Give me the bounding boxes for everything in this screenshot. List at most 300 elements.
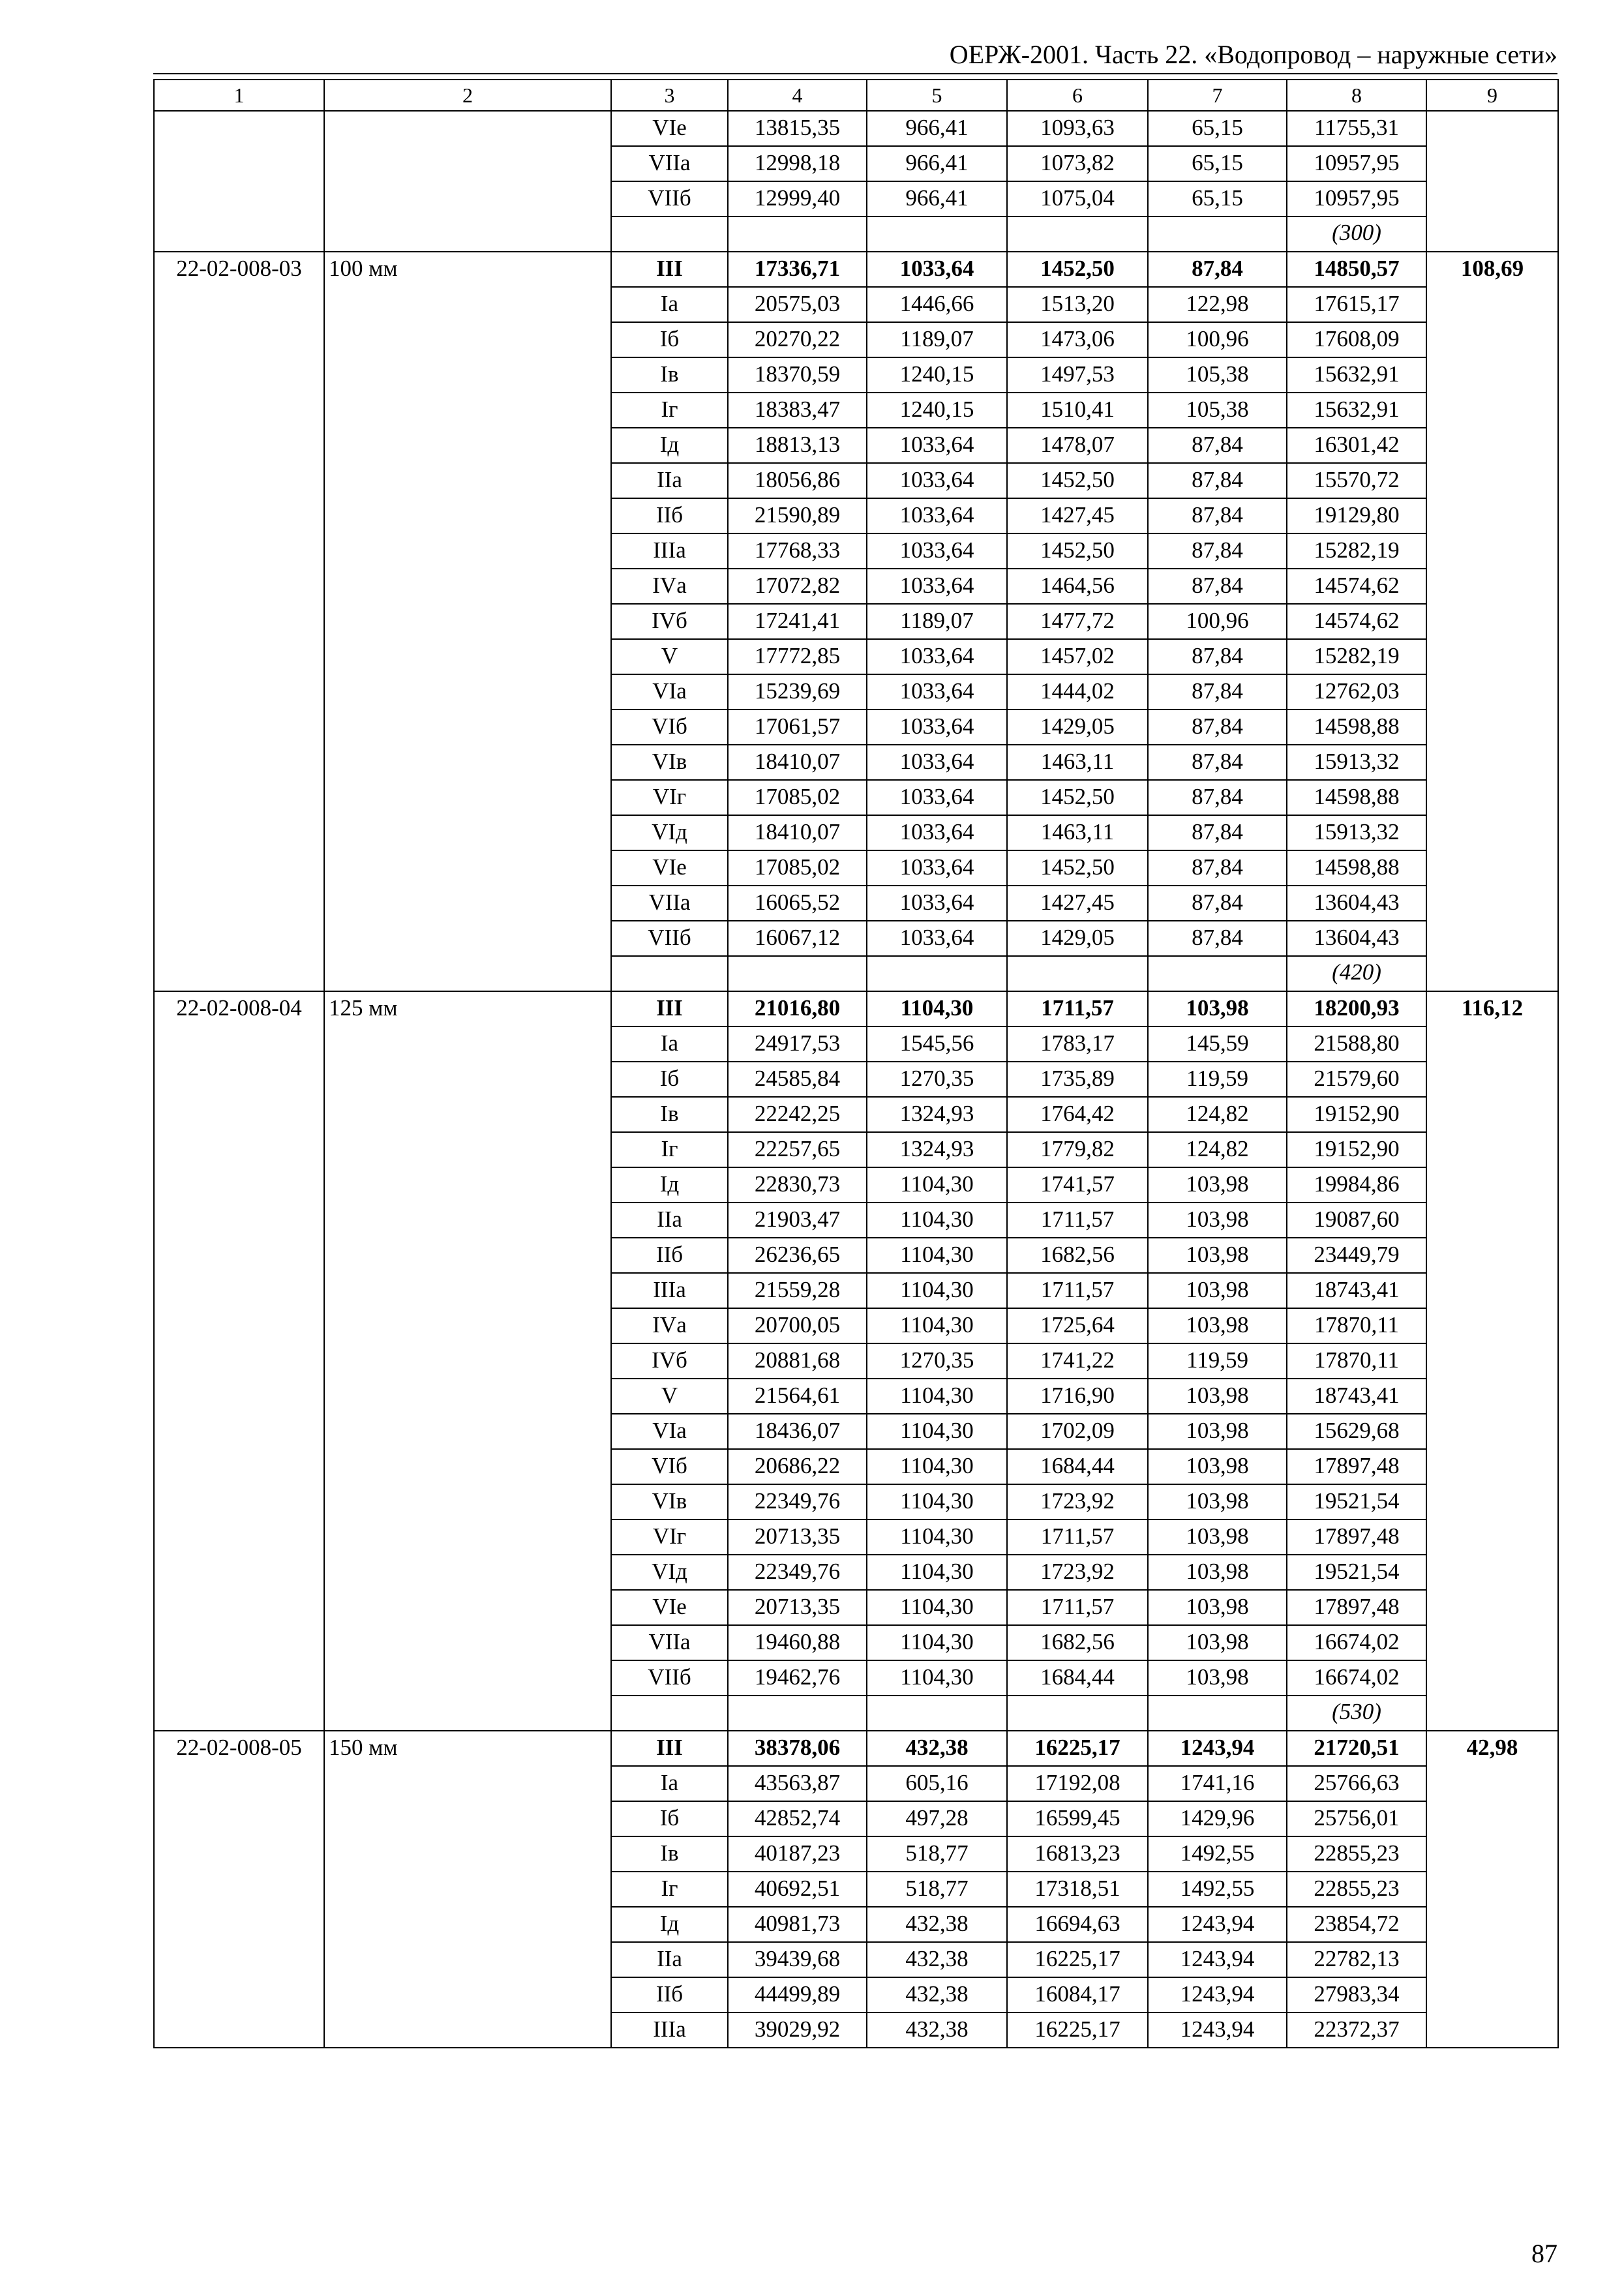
value-cell-col5: 1033,64 <box>867 745 1007 780</box>
value-cell-col4: 20686,22 <box>728 1449 867 1484</box>
value-cell-col8: 15570,72 <box>1287 463 1426 498</box>
value-cell-col7: 87,84 <box>1148 886 1287 921</box>
value-cell-col8: 10957,95 <box>1287 146 1426 181</box>
value-cell-col8: 17608,09 <box>1287 322 1426 357</box>
value-cell-col4: 18410,07 <box>728 815 867 850</box>
value-cell-col5: 497,28 <box>867 1801 1007 1836</box>
value-cell-col5: 1189,07 <box>867 322 1007 357</box>
labor-cost-value: 116,12 <box>1461 995 1524 1021</box>
value-cell-col7: 124,82 <box>1148 1097 1287 1132</box>
zone-cell: VIа <box>611 1414 728 1449</box>
value-cell-col8: 16674,02 <box>1287 1660 1426 1696</box>
zone-cell: VIв <box>611 745 728 780</box>
item-name: 150 мм <box>324 1731 611 2048</box>
value-cell-col8: 18200,93 <box>1287 991 1426 1026</box>
value-cell-col4: 21559,28 <box>728 1273 867 1308</box>
value-cell-col4: 39439,68 <box>728 1942 867 1977</box>
value-cell-col7: 103,98 <box>1148 1449 1287 1484</box>
value-cell-col5: 432,38 <box>867 1907 1007 1942</box>
value-cell-col8: 15913,32 <box>1287 815 1426 850</box>
value-cell-col6: 1452,50 <box>1007 850 1148 886</box>
item-name <box>324 111 611 252</box>
value-cell-col4: 18813,13 <box>728 428 867 463</box>
value-cell-col6: 16599,45 <box>1007 1801 1148 1836</box>
value-cell-col5: 1189,07 <box>867 604 1007 639</box>
zone-cell: VIIб <box>611 1660 728 1696</box>
zone-cell: VIIа <box>611 886 728 921</box>
value-cell-col8: 12762,03 <box>1287 674 1426 710</box>
value-cell-col5: 1104,30 <box>867 991 1007 1026</box>
value-cell-col7: 87,84 <box>1148 780 1287 815</box>
value-cell-col5: 1104,30 <box>867 1203 1007 1238</box>
value-cell-col4: 21564,61 <box>728 1379 867 1414</box>
zone-cell: IIб <box>611 498 728 533</box>
value-cell-col8: 23449,79 <box>1287 1238 1426 1273</box>
value-cell-col4: 38378,06 <box>728 1731 867 1766</box>
zone-cell: Iг <box>611 1872 728 1907</box>
item-code <box>154 111 324 252</box>
value-cell-col8: 14850,57 <box>1287 252 1426 287</box>
zone-cell: VIб <box>611 1449 728 1484</box>
value-cell-col4: 17772,85 <box>728 639 867 674</box>
value-cell-col5: 1033,64 <box>867 252 1007 287</box>
value-cell-col4: 17241,41 <box>728 604 867 639</box>
value-cell-col6: 1427,45 <box>1007 498 1148 533</box>
value-cell-col7: 100,96 <box>1148 604 1287 639</box>
item-name: 125 мм <box>324 991 611 1731</box>
zone-cell: VIIа <box>611 146 728 181</box>
empty-cell <box>867 956 1007 991</box>
zone-cell: Iг <box>611 393 728 428</box>
value-cell-col6: 16225,17 <box>1007 1731 1148 1766</box>
value-cell-col4: 12999,40 <box>728 181 867 217</box>
header-divider <box>153 73 1557 74</box>
zone-cell: IVб <box>611 1343 728 1379</box>
page-number: 87 <box>1531 2239 1557 2268</box>
column-number: 2 <box>324 80 611 111</box>
value-cell-col6: 1452,50 <box>1007 780 1148 815</box>
item-name: 100 мм <box>324 252 611 991</box>
value-cell-col7: 103,98 <box>1148 1238 1287 1273</box>
zone-cell: Iб <box>611 1062 728 1097</box>
value-cell-col5: 1033,64 <box>867 850 1007 886</box>
column-number: 7 <box>1148 80 1287 111</box>
value-cell-col5: 432,38 <box>867 1731 1007 1766</box>
empty-cell <box>728 1696 867 1731</box>
value-cell-col7: 65,15 <box>1148 146 1287 181</box>
item-code: 22-02-008-03 <box>154 252 324 991</box>
zone-cell: VIIб <box>611 181 728 217</box>
value-cell-col7: 87,84 <box>1148 745 1287 780</box>
value-cell-col6: 1711,57 <box>1007 1519 1148 1555</box>
material-qty-cell <box>1287 956 1426 991</box>
value-cell-col4: 39029,92 <box>728 2012 867 2048</box>
value-cell-col6: 16813,23 <box>1007 1836 1148 1872</box>
zone-cell: V <box>611 639 728 674</box>
value-cell-col6: 1473,06 <box>1007 322 1148 357</box>
zone-cell: Iв <box>611 357 728 393</box>
value-cell-col5: 1104,30 <box>867 1590 1007 1625</box>
value-cell-col7: 1243,94 <box>1148 1977 1287 2012</box>
value-cell-col6: 1093,63 <box>1007 111 1148 146</box>
value-cell-col5: 1104,30 <box>867 1167 1007 1203</box>
value-cell-col8: 25766,63 <box>1287 1766 1426 1801</box>
value-cell-col8: 19152,90 <box>1287 1132 1426 1167</box>
zone-cell: VIа <box>611 674 728 710</box>
empty-cell <box>1148 956 1287 991</box>
value-cell-col8: 17870,11 <box>1287 1343 1426 1379</box>
value-cell-col8: 10957,95 <box>1287 181 1426 217</box>
value-cell-col4: 17768,33 <box>728 533 867 569</box>
value-cell-col5: 1104,30 <box>867 1449 1007 1484</box>
zone-cell: VIд <box>611 815 728 850</box>
value-cell-col6: 1741,22 <box>1007 1343 1148 1379</box>
value-cell-col8: 25756,01 <box>1287 1801 1426 1836</box>
value-cell-col5: 966,41 <box>867 181 1007 217</box>
value-cell-col7: 103,98 <box>1148 1414 1287 1449</box>
value-cell-col6: 1682,56 <box>1007 1238 1148 1273</box>
value-cell-col4: 19460,88 <box>728 1625 867 1660</box>
value-cell-col4: 20700,05 <box>728 1308 867 1343</box>
column-number: 5 <box>867 80 1007 111</box>
value-cell-col7: 119,59 <box>1148 1343 1287 1379</box>
value-cell-col7: 1243,94 <box>1148 1907 1287 1942</box>
value-cell-col6: 1684,44 <box>1007 1660 1148 1696</box>
empty-cell <box>611 217 728 252</box>
value-cell-col4: 24917,53 <box>728 1026 867 1062</box>
value-cell-col5: 1240,15 <box>867 393 1007 428</box>
value-cell-col4: 17085,02 <box>728 780 867 815</box>
value-cell-col6: 1463,11 <box>1007 815 1148 850</box>
value-cell-col8: 17897,48 <box>1287 1590 1426 1625</box>
value-cell-col6: 1716,90 <box>1007 1379 1148 1414</box>
value-cell-col6: 1682,56 <box>1007 1625 1148 1660</box>
value-cell-col4: 15239,69 <box>728 674 867 710</box>
material-quantity: (420) <box>1332 959 1381 985</box>
value-cell-col6: 1684,44 <box>1007 1449 1148 1484</box>
zone-cell: VIг <box>611 1519 728 1555</box>
value-cell-col5: 1033,64 <box>867 428 1007 463</box>
value-cell-col6: 1741,57 <box>1007 1167 1148 1203</box>
value-cell-col8: 18743,41 <box>1287 1379 1426 1414</box>
value-cell-col8: 21720,51 <box>1287 1731 1426 1766</box>
zone-cell: VIIа <box>611 1625 728 1660</box>
value-cell-col6: 1723,92 <box>1007 1484 1148 1519</box>
value-cell-col5: 1033,64 <box>867 780 1007 815</box>
value-cell-col6: 1463,11 <box>1007 745 1148 780</box>
value-cell-col6: 1513,20 <box>1007 287 1148 322</box>
zone-cell: IVа <box>611 569 728 604</box>
zone-cell: Iд <box>611 1167 728 1203</box>
zone-cell: IVа <box>611 1308 728 1343</box>
zone-cell: Iб <box>611 322 728 357</box>
value-cell-col4: 22257,65 <box>728 1132 867 1167</box>
value-cell-col4: 40981,73 <box>728 1907 867 1942</box>
value-cell-col8: 22372,37 <box>1287 2012 1426 2048</box>
labor-cost-cell <box>1426 1731 1558 2048</box>
value-cell-col4: 26236,65 <box>728 1238 867 1273</box>
zone-cell: VIг <box>611 780 728 815</box>
value-cell-col6: 1477,72 <box>1007 604 1148 639</box>
value-cell-col5: 1324,93 <box>867 1132 1007 1167</box>
zone-cell: IIа <box>611 1942 728 1977</box>
value-cell-col8: 19984,86 <box>1287 1167 1426 1203</box>
value-cell-col6: 1497,53 <box>1007 357 1148 393</box>
value-cell-col7: 1492,55 <box>1148 1872 1287 1907</box>
material-qty-cell <box>1287 217 1426 252</box>
empty-cell <box>1148 1696 1287 1731</box>
value-cell-col7: 122,98 <box>1148 287 1287 322</box>
value-cell-col5: 605,16 <box>867 1766 1007 1801</box>
value-cell-col7: 1243,94 <box>1148 2012 1287 2048</box>
value-cell-col7: 103,98 <box>1148 1203 1287 1238</box>
value-cell-col8: 17897,48 <box>1287 1519 1426 1555</box>
value-cell-col5: 432,38 <box>867 1942 1007 1977</box>
value-cell-col6: 16225,17 <box>1007 2012 1148 2048</box>
value-cell-col7: 103,98 <box>1148 1660 1287 1696</box>
zone-cell: Iв <box>611 1836 728 1872</box>
value-cell-col8: 14598,88 <box>1287 850 1426 886</box>
value-cell-col6: 17192,08 <box>1007 1766 1148 1801</box>
value-cell-col4: 12998,18 <box>728 146 867 181</box>
empty-cell <box>1007 1696 1148 1731</box>
zone-cell: IVб <box>611 604 728 639</box>
value-cell-col6: 1464,56 <box>1007 569 1148 604</box>
value-cell-col4: 18383,47 <box>728 393 867 428</box>
value-cell-col4: 17085,02 <box>728 850 867 886</box>
empty-cell <box>728 217 867 252</box>
material-quantity: (530) <box>1332 1699 1381 1724</box>
value-cell-col6: 1725,64 <box>1007 1308 1148 1343</box>
column-number: 1 <box>154 80 324 111</box>
zone-cell: IIа <box>611 463 728 498</box>
value-cell-col7: 87,84 <box>1148 498 1287 533</box>
value-cell-col5: 1033,64 <box>867 569 1007 604</box>
value-cell-col6: 16084,17 <box>1007 1977 1148 2012</box>
value-cell-col5: 1240,15 <box>867 357 1007 393</box>
value-cell-col7: 65,15 <box>1148 181 1287 217</box>
value-cell-col4: 40692,51 <box>728 1872 867 1907</box>
value-cell-col8: 15632,91 <box>1287 357 1426 393</box>
empty-cell <box>1148 217 1287 252</box>
labor-cost-cell <box>1426 111 1558 252</box>
value-cell-col8: 15632,91 <box>1287 393 1426 428</box>
value-cell-col4: 17336,71 <box>728 252 867 287</box>
value-cell-col4: 20575,03 <box>728 287 867 322</box>
value-cell-col4: 22349,76 <box>728 1555 867 1590</box>
zone-cell: VIIб <box>611 921 728 956</box>
value-cell-col4: 21016,80 <box>728 991 867 1026</box>
material-quantity: (300) <box>1332 220 1381 245</box>
value-cell-col6: 1452,50 <box>1007 533 1148 569</box>
value-cell-col4: 22830,73 <box>728 1167 867 1203</box>
value-cell-col8: 14574,62 <box>1287 569 1426 604</box>
value-cell-col5: 1104,30 <box>867 1519 1007 1555</box>
value-cell-col5: 1104,30 <box>867 1555 1007 1590</box>
value-cell-col4: 18436,07 <box>728 1414 867 1449</box>
value-cell-col6: 1075,04 <box>1007 181 1148 217</box>
value-cell-col6: 16694,63 <box>1007 1907 1148 1942</box>
item-code: 22-02-008-04 <box>154 991 324 1731</box>
value-cell-col4: 44499,89 <box>728 1977 867 2012</box>
value-cell-col8: 18743,41 <box>1287 1273 1426 1308</box>
value-cell-col7: 1741,16 <box>1148 1766 1287 1801</box>
empty-cell <box>867 1696 1007 1731</box>
value-cell-col4: 17072,82 <box>728 569 867 604</box>
value-cell-col4: 18410,07 <box>728 745 867 780</box>
value-cell-col4: 20713,35 <box>728 1519 867 1555</box>
empty-cell <box>1007 217 1148 252</box>
value-cell-col7: 145,59 <box>1148 1026 1287 1062</box>
value-cell-col7: 1243,94 <box>1148 1942 1287 1977</box>
value-cell-col4: 16067,12 <box>728 921 867 956</box>
value-cell-col4: 42852,74 <box>728 1801 867 1836</box>
value-cell-col5: 966,41 <box>867 111 1007 146</box>
value-cell-col7: 103,98 <box>1148 1273 1287 1308</box>
value-cell-col7: 105,38 <box>1148 357 1287 393</box>
value-cell-col7: 100,96 <box>1148 322 1287 357</box>
column-number: 6 <box>1007 80 1148 111</box>
zone-cell: IIб <box>611 1238 728 1273</box>
zone-cell: III <box>611 252 728 287</box>
value-cell-col7: 103,98 <box>1148 1519 1287 1555</box>
value-cell-col6: 1779,82 <box>1007 1132 1148 1167</box>
value-cell-col7: 87,84 <box>1148 463 1287 498</box>
labor-cost-cell <box>1426 991 1558 1731</box>
zone-cell: VIв <box>611 1484 728 1519</box>
document-header-title: ОЕРЖ-2001. Часть 22. «Водопровод – наружные сети» <box>949 40 1557 69</box>
value-cell-col4: 40187,23 <box>728 1836 867 1872</box>
zone-cell: VIе <box>611 111 728 146</box>
value-cell-col7: 87,84 <box>1148 815 1287 850</box>
value-cell-col7: 103,98 <box>1148 1308 1287 1343</box>
value-cell-col8: 17870,11 <box>1287 1308 1426 1343</box>
value-cell-col7: 65,15 <box>1148 111 1287 146</box>
labor-cost-cell <box>1426 252 1558 991</box>
value-cell-col5: 518,77 <box>867 1836 1007 1872</box>
value-cell-col8: 14598,88 <box>1287 710 1426 745</box>
value-cell-col8: 22855,23 <box>1287 1836 1426 1872</box>
value-cell-col4: 21903,47 <box>728 1203 867 1238</box>
empty-cell <box>728 956 867 991</box>
zone-cell: Iа <box>611 1766 728 1801</box>
zone-cell: III <box>611 1731 728 1766</box>
labor-cost-value: 42,98 <box>1466 1735 1518 1760</box>
value-cell-col5: 518,77 <box>867 1872 1007 1907</box>
value-cell-col6: 1427,45 <box>1007 886 1148 921</box>
value-cell-col6: 1444,02 <box>1007 674 1148 710</box>
value-cell-col7: 124,82 <box>1148 1132 1287 1167</box>
zone-cell: Iд <box>611 428 728 463</box>
value-cell-col6: 1452,50 <box>1007 463 1148 498</box>
table-row <box>154 111 1558 146</box>
value-cell-col6: 1510,41 <box>1007 393 1148 428</box>
value-cell-col8: 11755,31 <box>1287 111 1426 146</box>
value-cell-col7: 87,84 <box>1148 252 1287 287</box>
value-cell-col6: 1711,57 <box>1007 1590 1148 1625</box>
value-cell-col4: 21590,89 <box>728 498 867 533</box>
value-cell-col8: 13604,43 <box>1287 886 1426 921</box>
value-cell-col5: 1324,93 <box>867 1097 1007 1132</box>
table-row <box>154 252 1558 287</box>
value-cell-col4: 16065,52 <box>728 886 867 921</box>
value-cell-col7: 103,98 <box>1148 1625 1287 1660</box>
value-cell-col6: 1702,09 <box>1007 1414 1148 1449</box>
value-cell-col7: 103,98 <box>1148 1555 1287 1590</box>
value-cell-col4: 20713,35 <box>728 1590 867 1625</box>
zone-cell: IIIа <box>611 1273 728 1308</box>
table-row <box>154 1731 1558 1766</box>
value-cell-col7: 103,98 <box>1148 1484 1287 1519</box>
empty-cell <box>867 217 1007 252</box>
zone-cell: IIIа <box>611 2012 728 2048</box>
value-cell-col8: 15913,32 <box>1287 745 1426 780</box>
zone-cell: Iд <box>611 1907 728 1942</box>
value-cell-col6: 16225,17 <box>1007 1942 1148 1977</box>
value-cell-col5: 1270,35 <box>867 1343 1007 1379</box>
zone-cell: IIа <box>611 1203 728 1238</box>
value-cell-col5: 1033,64 <box>867 533 1007 569</box>
value-cell-col6: 1711,57 <box>1007 991 1148 1026</box>
column-numbers-row <box>154 80 1558 111</box>
value-cell-col6: 1711,57 <box>1007 1273 1148 1308</box>
value-cell-col5: 432,38 <box>867 1977 1007 2012</box>
value-cell-col5: 1033,64 <box>867 886 1007 921</box>
value-cell-col4: 13815,35 <box>728 111 867 146</box>
column-number: 8 <box>1287 80 1426 111</box>
table-body <box>154 80 1558 2048</box>
zone-cell: Iб <box>611 1801 728 1836</box>
value-cell-col7: 87,84 <box>1148 639 1287 674</box>
value-cell-col5: 966,41 <box>867 146 1007 181</box>
value-cell-col7: 87,84 <box>1148 674 1287 710</box>
value-cell-col5: 1104,30 <box>867 1379 1007 1414</box>
value-cell-col8: 19521,54 <box>1287 1555 1426 1590</box>
value-cell-col5: 1104,30 <box>867 1273 1007 1308</box>
value-cell-col8: 17615,17 <box>1287 287 1426 322</box>
value-cell-col8: 22855,23 <box>1287 1872 1426 1907</box>
zone-cell: Iв <box>611 1097 728 1132</box>
value-cell-col6: 1764,42 <box>1007 1097 1148 1132</box>
value-cell-col5: 1446,66 <box>867 287 1007 322</box>
zone-cell: VIе <box>611 850 728 886</box>
value-cell-col5: 1545,56 <box>867 1026 1007 1062</box>
value-cell-col4: 20881,68 <box>728 1343 867 1379</box>
column-number: 4 <box>728 80 867 111</box>
price-table <box>153 79 1559 2048</box>
value-cell-col4: 22349,76 <box>728 1484 867 1519</box>
value-cell-col7: 103,98 <box>1148 1167 1287 1203</box>
value-cell-col5: 1104,30 <box>867 1484 1007 1519</box>
value-cell-col5: 1033,64 <box>867 710 1007 745</box>
value-cell-col8: 19087,60 <box>1287 1203 1426 1238</box>
zone-cell: IIIа <box>611 533 728 569</box>
value-cell-col7: 119,59 <box>1148 1062 1287 1097</box>
value-cell-col7: 1243,94 <box>1148 1731 1287 1766</box>
value-cell-col6: 1073,82 <box>1007 146 1148 181</box>
value-cell-col4: 20270,22 <box>728 322 867 357</box>
value-cell-col6: 1711,57 <box>1007 1203 1148 1238</box>
value-cell-col6: 1783,17 <box>1007 1026 1148 1062</box>
value-cell-col4: 19462,76 <box>728 1660 867 1696</box>
value-cell-col5: 1104,30 <box>867 1414 1007 1449</box>
zone-cell: VIб <box>611 710 728 745</box>
value-cell-col8: 22782,13 <box>1287 1942 1426 1977</box>
empty-cell <box>611 956 728 991</box>
value-cell-col8: 13604,43 <box>1287 921 1426 956</box>
value-cell-col8: 16674,02 <box>1287 1625 1426 1660</box>
empty-cell <box>1007 956 1148 991</box>
